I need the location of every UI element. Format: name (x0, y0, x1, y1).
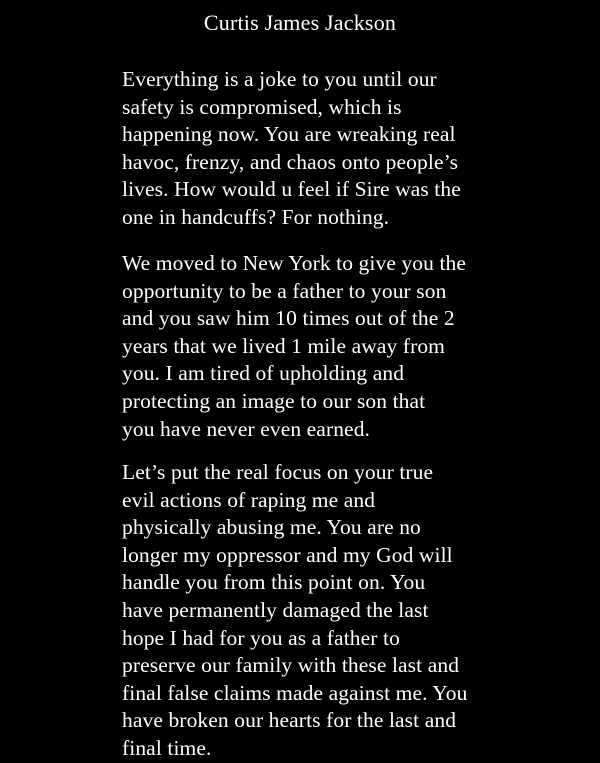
statement-line: you. I am tired of upholding and (122, 361, 405, 386)
statement-line: protecting an image to our son that (122, 388, 426, 413)
statement-line: and you saw him 10 times out of the 2 (122, 306, 455, 331)
statement-line: hope I had for you as a father to (122, 625, 400, 650)
statement-paragraph-3 (122, 459, 592, 763)
statement-paragraph-1 (122, 66, 592, 232)
statement-title: Curtis James Jackson (203, 10, 397, 35)
statement-line: Everything is a joke to you until our (122, 67, 437, 91)
statement-line: handle you from this point on. You (122, 570, 426, 595)
statement-line: have permanently damaged the last (122, 597, 429, 622)
statement-line: We moved to New York to give you the (122, 251, 467, 275)
statement-line: have broken our hearts for the last and (122, 708, 457, 733)
statement-line: preserve our family with these last and (122, 653, 460, 678)
statement-line: final false claims made against me. You (122, 680, 468, 705)
statement-line: safety is compromised, which is (122, 94, 402, 119)
statement-line: longer my oppressor and my God will (122, 542, 453, 567)
statement-line: evil actions of raping me and (122, 487, 376, 512)
statement-line: years that we lived 1 mile away from (122, 333, 446, 358)
statement-line: you have never even earned. (122, 416, 371, 441)
statement-paragraph-2 (122, 250, 592, 443)
statement-line: happening now. You are wreaking real (122, 122, 456, 147)
statement-line: physically abusing me. You are no (122, 515, 421, 540)
statement-line: final time. (122, 735, 212, 760)
statement-line: Let’s put the real focus on your true (122, 460, 434, 484)
statement-line: one in handcuffs? For nothing. (122, 204, 390, 229)
statement-line: opportunity to be a father to your son (122, 278, 447, 303)
statement-line: havoc, frenzy, and chaos onto people’s (122, 149, 459, 174)
statement-line: lives. How would u feel if Sire was the (122, 177, 461, 202)
